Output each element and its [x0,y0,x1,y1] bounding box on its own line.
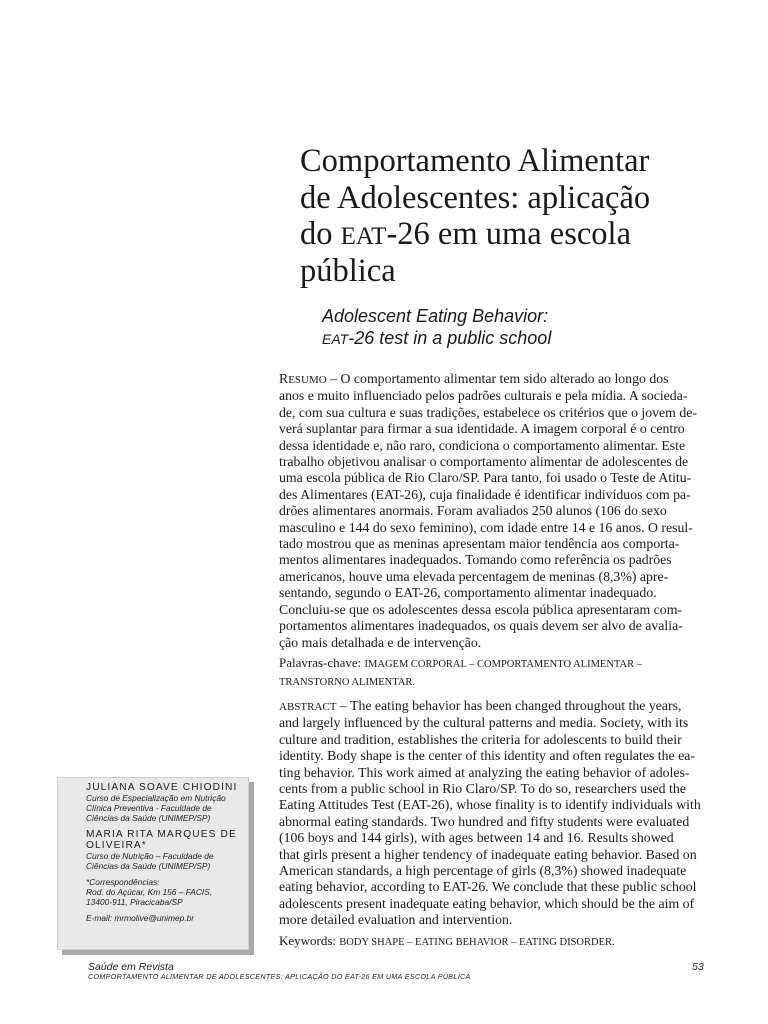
palavras-chave-label: Palavras-chave: [279,654,365,670]
title-line-2: de Adolescentes: aplicação [300,179,651,216]
author-info-box [57,777,249,950]
abstract-line: that girls present a higher tendency of inadequate eating behavior. Based on [279,846,697,862]
abstract-line: eating behavior, according to EAT-26. We conclude that these public school [279,879,697,895]
resumo-line: drões alimentares anormais. Foram avaliados 250 alunos (106 do sexo [279,503,667,519]
abstract-line: identity. Body shape is the center of this identity and often regulates the ea- [279,748,695,764]
abstract-line: culture and tradition, establishes the criteria for adolescents to build their [279,731,682,747]
resumo-line: des Alimentares (EAT-26), cuja finalidade é identificar indivíduos com pa- [279,486,691,502]
abstract-line: and largely influenced by the cultural patterns and media. Society, with its [279,715,689,731]
palavras-chave-values-1: IMAGEM CORPORAL – COMPORTAMENTO ALIMENTAR – [364,658,642,670]
author-1-affiliation-1: Curso de Especialização em Nutrição [86,793,226,803]
resumo-label [279,371,327,386]
resumo-line: trabalho objetivou analisar o comportamento alimentar de adolescentes de [279,454,689,470]
author-2-affiliation-1: Curso de Nutrição – Faculdade de [86,851,214,861]
title-line-4: pública [300,253,396,290]
resumo-line: mentos alimentares inadequados. Tomando como referência os padrões [279,552,672,568]
abstract-line: – The eating behavior has been changed throughout the years, [336,698,682,713]
resumo-line: dessa identidade e, não raro, condiciona o comportamento alimentar. Este [279,437,686,453]
correspondence-address-1: Rod. do Açúcar, Km 156 – FACIS, [86,887,213,897]
footer-journal-name: Saúde em Revista [88,961,174,973]
resumo-text [279,371,708,651]
resumo-label-initial: R [279,371,289,386]
resumo-line: ção mais detalhada e de intervenção. [279,634,482,650]
abstract-text [279,698,708,929]
keywords-label: Keywords: [279,932,340,948]
resumo-line: Concluiu-se que os adolescentes dessa escola pública apresentaram com- [279,601,683,617]
subtitle-line-2-text: -26 test in a public school [348,328,552,348]
title-line-3-acronym: EAT [340,223,387,251]
subtitle-line-1: Adolescent Eating Behavior: [322,306,549,326]
author-2-name-1: MARIA RITA MARQUES DE [86,829,237,840]
correspondence-label: *Correspondências: [86,877,160,887]
correspondence-email: E-mail: mrmolive@unimep.br [86,913,195,923]
resumo-line: de, com sua cultura e suas tradições, estabelece os critérios que o jovem de- [279,404,697,420]
title-line-1: Comportamento Alimentar [300,143,650,179]
abstract-section [279,698,708,951]
resumo-line: sentando, segundo o EAT-26, comportamento alimentar inadequado. [279,585,657,601]
resumo-line: – O comportamento alimentar tem sido alterado ao longo dos [326,371,669,386]
english-subtitle [322,305,722,350]
resumo-label-rest: ESUMO [288,374,327,386]
subtitle-acronym: EAT [322,331,349,347]
keywords-values: BODY SHAPE – EATING BEHAVIOR – EATING DISORDER. [339,936,615,948]
palavras-chave-values-2: TRANSTORNO ALIMENTAR. [279,676,416,688]
author-2-affiliation-2: Ciências da Saúde (UNIMEP/SP) [86,861,211,871]
author-1-affiliation-2: Clínica Preventiva - Faculdade de [86,803,212,813]
abstract-line: Eating Attitudes Test (EAT-26), whose finality is to identify individuals with [279,797,701,813]
abstract-line: abnormal eating standards. Two hundred and fifty students were evaluated [279,813,690,829]
title-line-3-prefix: do [300,216,341,253]
resumo-line: masculino e 144 do sexo feminino), com idade entre 14 e 16 anos. O resul- [279,519,693,535]
author-2-name-2: OLIVEIRA* [86,840,147,851]
abstract-line: cents from a public school in Rio Claro/SP. To do so, researchers used the [279,781,686,797]
subtitle-line-2 [322,327,722,350]
abstract-label: ABSTRACT [279,701,337,713]
footer-running-title: COMPORTAMENTO ALIMENTAR DE ADOLESCENTES: APLICAÇÃO DO EAT-26 EM UMA ESCOLA PÚBLICA [88,972,471,981]
author-1-affiliation-3: Ciências da Saúde (UNIMEP/SP) [86,813,211,823]
resumo-section [279,371,708,691]
correspondence-address-2: 13400-911, Piracicaba/SP [86,897,183,907]
abstract-line: more detailed evaluation and intervention. [279,912,513,928]
abstract-line: American standards, a high percentage of girls (8,3%) showed inadequate [279,863,687,879]
resumo-line: verá suplantar para firmar a sua identidade. A imagem corporal é o centro [279,421,685,437]
abstract-line: ting behavior. This work aimed at analyzing the eating behavior of adoles- [279,764,690,780]
resumo-line: americanos, houve uma elevada percentagem de meninas (8,3%) apre- [279,568,669,584]
footer-page-number: 53 [692,961,704,973]
resumo-line: tado mostrou que as meninas apresentam maior tendência aos comporta- [279,536,680,552]
title-line-3-suffix: -26 em uma escola [386,216,632,253]
palavras-chave [279,655,708,691]
abstract-line: (106 boys and 144 girls), with ages between 14 and 16. Results showed [279,830,674,846]
article-title [300,143,720,290]
keywords [279,933,708,951]
author-1-name: JULIANA SOAVE CHIODINI [86,782,238,793]
resumo-line: portamentos alimentares inadequados, os quais devem ser alvo de avalia- [279,618,683,634]
resumo-line: anos e muito influenciado pelos padrões culturais e pela mídia. A socieda- [279,388,688,404]
abstract-line: adolescents present inadequate eating behavior, which should be the aim of [279,895,695,911]
resumo-line: uma escola pública de Rio Claro/SP. Para tanto, foi usado o Teste de Atitu- [279,470,692,486]
